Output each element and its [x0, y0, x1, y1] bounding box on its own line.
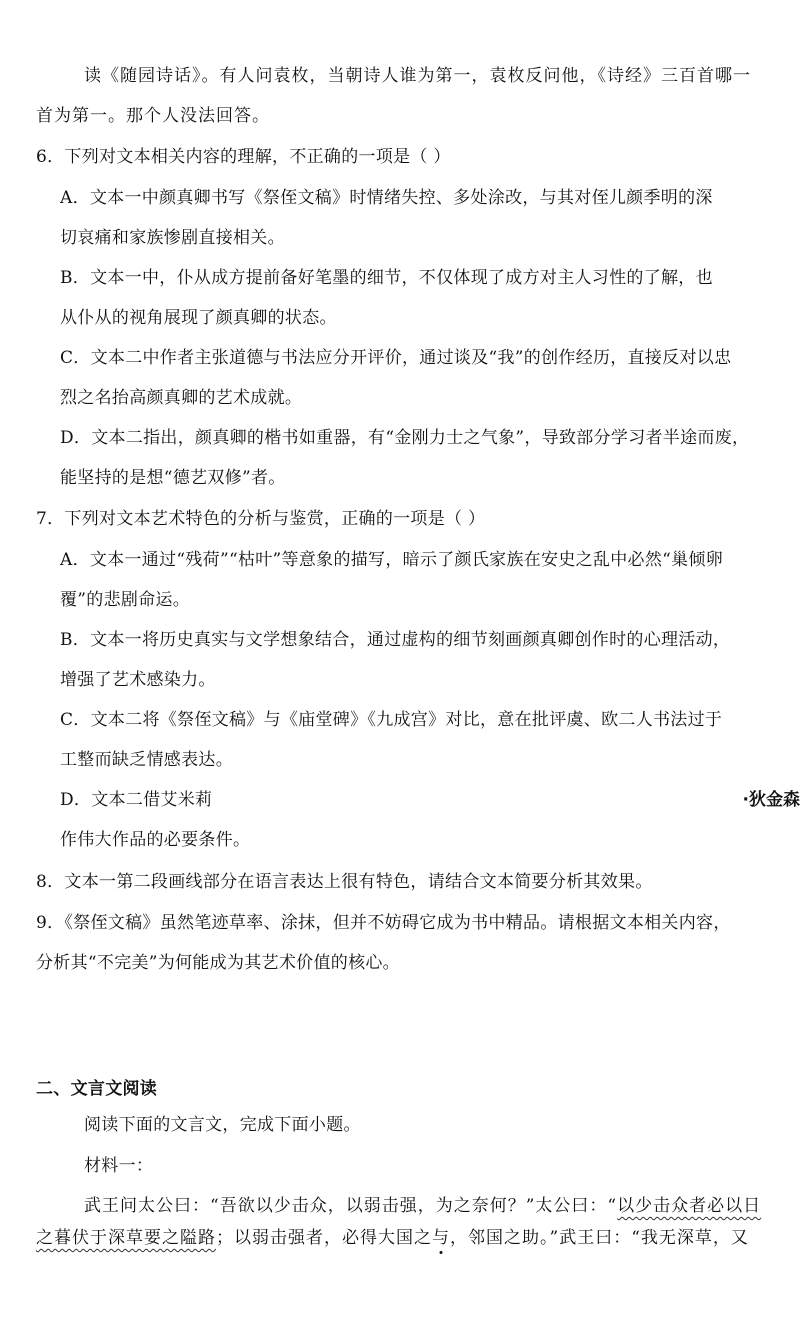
- reading-instruction: 阅读下面的文言文，完成下面小题。: [84, 1115, 361, 1135]
- q6-option-d-line-2: 能坚持的是想“德艺双修”者。: [60, 468, 286, 488]
- wavy-underlined-phrase: 以少击众者必以日: [617, 1196, 762, 1216]
- q7-option-d-overlay-text: ·狄金森: [742, 790, 800, 810]
- classical-text-line-2: [36, 1226, 749, 1250]
- q7-option-d-line-1: D．文本二借艾米莉: [60, 790, 213, 810]
- q7-option-d-line-2: 作伟大作品的必要条件。: [60, 830, 251, 850]
- section-heading: 二、文言文阅读: [36, 1079, 158, 1099]
- classical-text-segment: ，邻国之助。”武王曰：“我无深草，又: [450, 1228, 749, 1248]
- classical-text-line-1: [84, 1194, 761, 1218]
- classical-text-segment: 武王问太公曰：“吾欲以少击众，以弱击强，为之奈何？”太公曰：“: [84, 1196, 618, 1216]
- q7-option-a-line-1: A．文本一通过“残荷”“枯叶”等意象的描写，暗示了颜氏家族在安史之乱中必然“巢倾卵: [60, 550, 724, 570]
- q6-option-a-line-2: 切哀痛和家族惨剧直接相关。: [60, 228, 285, 248]
- q9-line-2: 分析其“不完美”为何能成为其艺术价值的核心。: [36, 953, 400, 973]
- q6-option-b-line-1: B．文本一中，仆从成方提前备好笔墨的细节，不仅体现了成方对主人习性的了解，也: [60, 268, 713, 288]
- material-label: 材料一：: [84, 1156, 154, 1176]
- dotted-emphasis-char: 与: [432, 1228, 450, 1248]
- q7-option-c-line-2: 工整而缺乏情感表达。: [60, 750, 233, 770]
- q6-option-d-line-1: D．文本二指出，颜真卿的楷书如重器，有“金刚力士之气象”，导致部分学习者半途而废，: [60, 428, 750, 448]
- q7-option-c-line-1: C．文本二将《祭侄文稿》与《庙堂碑》《九成宫》对比，意在批评虞、欧二人书法过于: [60, 710, 723, 730]
- q6-stem: 6．下列对文本相关内容的理解，不正确的一项是（ ）: [36, 147, 451, 167]
- intro-line-1: 读《随园诗话》。有人问袁枚，当朝诗人谁为第一，袁枚反问他，《诗经》三百首哪一: [84, 66, 751, 86]
- intro-line-2: 首为第一。那个人没法回答。: [36, 106, 270, 126]
- q6-option-c-line-2: 烈之名抬高颜真卿的艺术成就。: [60, 388, 303, 408]
- classical-text-segment: ；以弱击强者，必得大国之: [216, 1228, 432, 1248]
- q6-option-a-line-1: A．文本一中颜真卿书写《祭侄文稿》时情绪失控、多处涂改，与其对侄儿颜季明的深: [60, 188, 713, 208]
- q7-option-a-line-2: 覆”的悲剧命运。: [60, 590, 191, 610]
- q6-option-c-line-1: C．文本二中作者主张道德与书法应分开评价，通过谈及“我”的创作经历，直接反对以忠: [60, 348, 732, 368]
- q9-line-1: 9．《祭侄文稿》虽然笔迹草率、涂抹，但并不妨碍它成为书中精品。请根据文本相关内容，: [36, 913, 731, 933]
- wavy-underlined-phrase: 之暮伏于深草要之隘路: [36, 1228, 216, 1248]
- q7-option-b-line-2: 增强了艺术感染力。: [60, 670, 216, 690]
- q7-stem: 7．下列对文本艺术特色的分析与鉴赏，正确的一项是（ ）: [36, 509, 486, 529]
- q8-stem: 8．文本一第二段画线部分在语言表达上很有特色，请结合文本简要分析其效果。: [36, 872, 653, 892]
- q7-option-b-line-1: B．文本一将历史真实与文学想象结合，通过虚构的细节刻画颜真卿创作时的心理活动，: [60, 630, 731, 650]
- q6-option-b-line-2: 从仆从的视角展现了颜真卿的状态。: [60, 308, 337, 328]
